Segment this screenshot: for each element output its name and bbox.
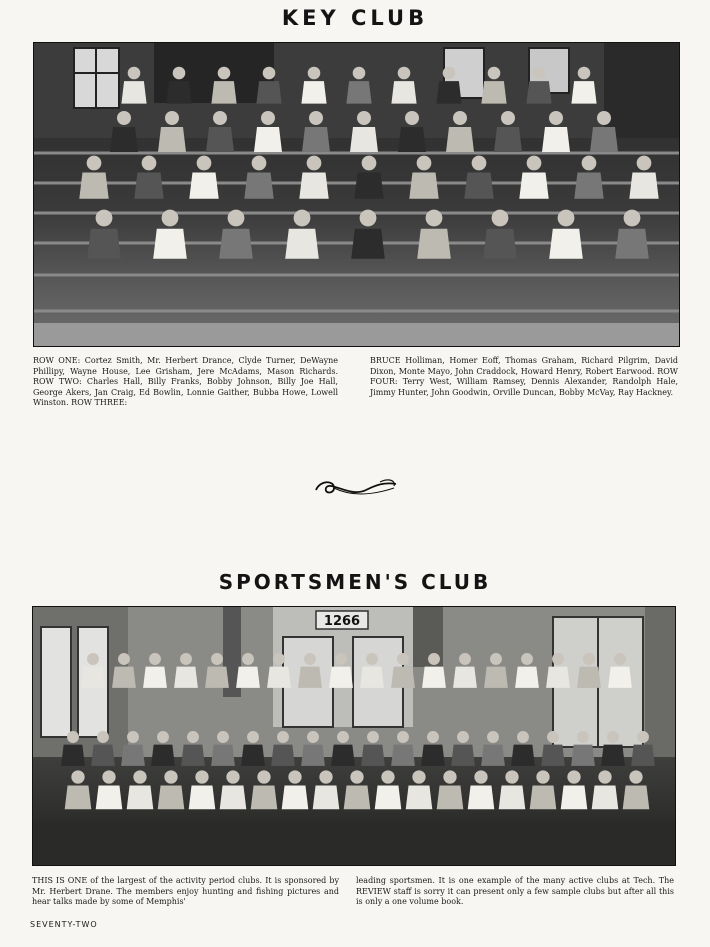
key-club-title: KEY CLUB xyxy=(281,6,429,30)
sportsmens-club-title: SPORTSMEN'S CLUB xyxy=(218,570,492,594)
key-club-caption-right: BRUCE Holliman, Homer Eoff, Thomas Graham, Richard Pilgrim, David Dixon, Monte Mayo, John Craddock, Howard Henry, Robert Earwood. ROW FOUR: Terry West, William Ramsey, Dennis Alexander, Randolph Hale, Jimmy Hunter, John Goodwin, Orville Duncan, Bobby McVay, Ray Hackney. xyxy=(370,356,678,397)
sportsmens-club-caption-right: leading sportsmen. It is one example of the many active clubs at Tech. The REVIEW staff is sorry it can present only a few sample clubs but after all this is only a one volume book. xyxy=(356,876,674,906)
key-club-caption-left: ROW ONE: Cortez Smith, Mr. Herbert Drance, Clyde Turner, DeWayne Phillipy, Wayne House, Lee Grisham, Jere McAdams, Mason Richards. ROW TWO: Charles Hall, Billy Franks, Bobby Johnson, Billy Joe Hall, George Akers, Jan Craig, Ed Bowlin, Lonnie Gaither, Bubba Howe, Lowell Winston. ROW THREE: xyxy=(33,356,338,407)
key-club-photo-art xyxy=(34,43,679,346)
building-number: 1266 xyxy=(323,614,361,629)
sportsmens-club-group-photo xyxy=(32,606,676,866)
decorative-flourish-icon xyxy=(310,476,400,502)
page-number: SEVENTY-TWO xyxy=(30,920,98,929)
key-club-group-photo xyxy=(33,42,680,347)
sportsmens-club-photo-art xyxy=(33,607,675,865)
sportsmens-club-caption-left: THIS IS ONE of the largest of the activity period clubs. It is sponsored by Mr. Herbert Drane. The members enjoy hunting and fishing pictures and hear talks made by some of Memphis' xyxy=(32,876,339,906)
